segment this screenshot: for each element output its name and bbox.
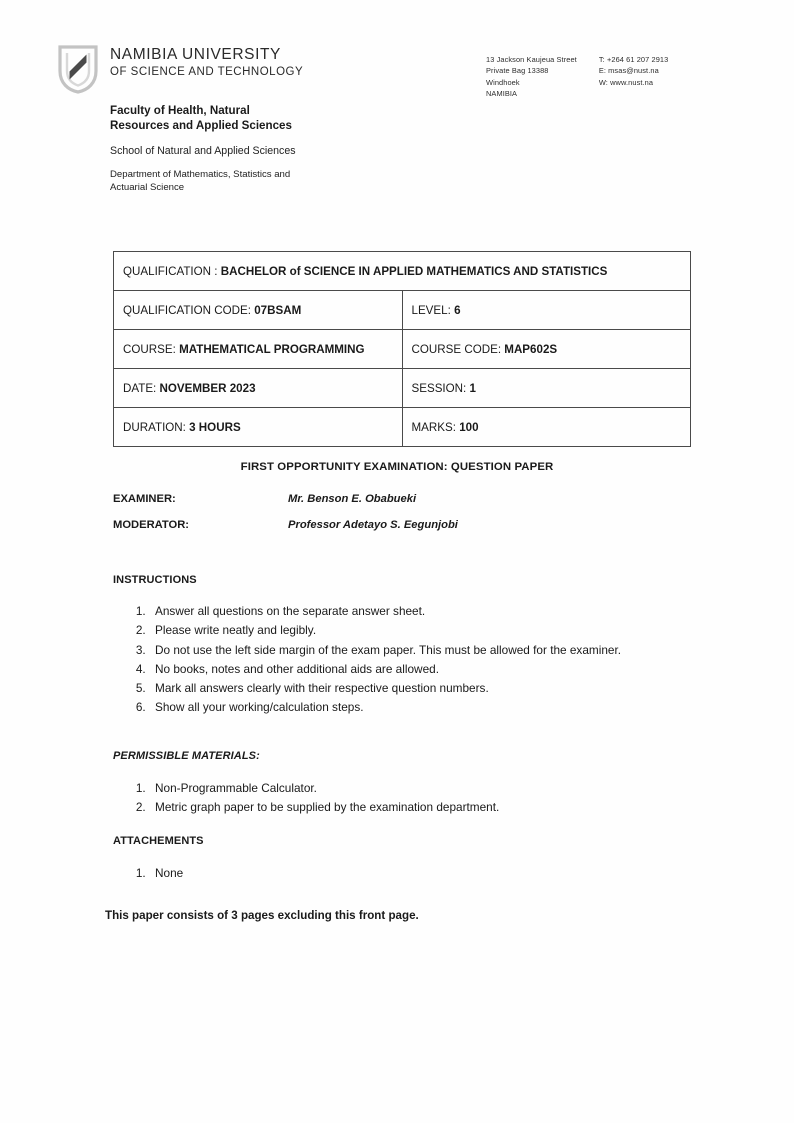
telephone: T: +264 61 207 2913	[598, 55, 669, 64]
examiner-row	[113, 493, 713, 505]
list-item: 4. No books, notes and other additional aids are allowed.	[149, 660, 729, 678]
exam-info-table	[113, 251, 691, 447]
session-cell	[402, 369, 691, 408]
qualification-code-label: QUALIFICATION CODE:	[123, 303, 251, 317]
permissible-materials-list	[113, 779, 729, 818]
course-code-value: MAP602S	[504, 342, 558, 356]
address-line-4: NAMIBIA	[486, 89, 518, 99]
list-item: 1. Answer all questions on the separate answer sheet.	[149, 602, 729, 620]
university-name-line2: OF SCIENCE AND TECHNOLOGY	[110, 65, 304, 78]
table-row-date-session	[114, 369, 691, 408]
faculty-name: Faculty of Health, Natural Resources and Applied Sciences	[110, 104, 292, 133]
course-cell	[114, 330, 403, 369]
school-name: School of Natural and Applied Sciences	[110, 144, 296, 157]
examiner-name: Mr. Benson E. Obabueki	[288, 493, 417, 505]
qualification-value: BACHELOR of SCIENCE IN APPLIED MATHEMATICS AND STATISTICS	[220, 264, 608, 278]
address-line-3: Windhoek	[486, 77, 520, 87]
qualification-code-cell	[114, 291, 403, 330]
email: E: msas@nust.na	[598, 66, 659, 76]
list-item: 2. Please write neatly and legibly.	[149, 621, 729, 639]
permissible-materials-heading: PERMISSIBLE MATERIALS:	[113, 750, 260, 762]
date-value: NOVEMBER 2023	[159, 381, 256, 395]
page-count-note: This paper consists of 3 pages excluding this front page.	[105, 909, 419, 922]
course-code-label: COURSE CODE:	[411, 342, 502, 356]
table-row-duration-marks	[114, 408, 691, 447]
course-value: MATHEMATICAL PROGRAMMING	[179, 342, 365, 356]
marks-value: 100	[459, 420, 479, 434]
qualification-code-value: 07BSAM	[254, 303, 302, 317]
course-label: COURSE:	[123, 342, 176, 356]
moderator-label: MODERATOR:	[113, 519, 190, 531]
address-line-2: Private Bag 13388	[486, 66, 549, 76]
level-label: LEVEL:	[411, 303, 451, 317]
qualification-label: QUALIFICATION :	[123, 264, 218, 278]
attachements-heading: ATTACHEMENTS	[113, 835, 204, 847]
instructions-heading: INSTRUCTIONS	[113, 574, 197, 586]
table-row-course	[114, 330, 691, 369]
contact-block	[486, 54, 668, 100]
level-value: 6	[454, 303, 461, 317]
session-label: SESSION:	[411, 381, 467, 395]
university-name-line1: NAMIBIA UNIVERSITY	[110, 46, 281, 63]
list-item: 2. Metric graph paper to be supplied by the examination department.	[149, 798, 729, 816]
moderator-name: Professor Adetayo S. Eegunjobi	[288, 519, 458, 531]
department-block	[110, 103, 746, 195]
moderator-row	[113, 519, 713, 531]
duration-cell	[114, 408, 403, 447]
date-label: DATE:	[123, 381, 157, 395]
session-value: 1	[469, 381, 476, 395]
university-brand	[110, 42, 303, 80]
department-name: Department of Mathematics, Statistics and Actuarial Science	[110, 169, 291, 194]
table-row-code-level	[114, 291, 691, 330]
list-item: 1. None	[149, 864, 729, 882]
level-cell	[402, 291, 691, 330]
list-item: 3. Do not use the left side margin of the exam paper. This must be allowed for the examiner.	[149, 641, 729, 659]
address-line-1: 13 Jackson Kaujeua Street	[486, 55, 577, 64]
qualification-cell	[114, 252, 691, 291]
exam-title: FIRST OPPORTUNITY EXAMINATION: QUESTION PAPER	[240, 461, 554, 473]
table-row-qualification	[114, 252, 691, 291]
course-code-cell	[402, 330, 691, 369]
marks-cell	[402, 408, 691, 447]
date-cell	[114, 369, 403, 408]
examiner-label: EXAMINER:	[113, 493, 176, 505]
letterhead	[56, 42, 746, 195]
list-item: 6. Show all your working/calculation steps.	[149, 698, 729, 716]
list-item: 5. Mark all answers clearly with their respective question numbers.	[149, 679, 729, 697]
contact-channels	[599, 54, 669, 100]
instructions-list	[113, 602, 729, 718]
website: W: www.nust.na	[598, 77, 654, 87]
examiner-moderator-block	[113, 493, 713, 545]
attachements-list	[113, 864, 729, 883]
contact-address	[486, 54, 577, 100]
duration-label: DURATION:	[123, 420, 186, 434]
duration-value: 3 HOURS	[189, 420, 241, 434]
list-item: 1. Non-Programmable Calculator.	[149, 779, 729, 797]
marks-label: MARKS:	[411, 420, 456, 434]
nust-shield-logo-icon	[56, 44, 100, 94]
